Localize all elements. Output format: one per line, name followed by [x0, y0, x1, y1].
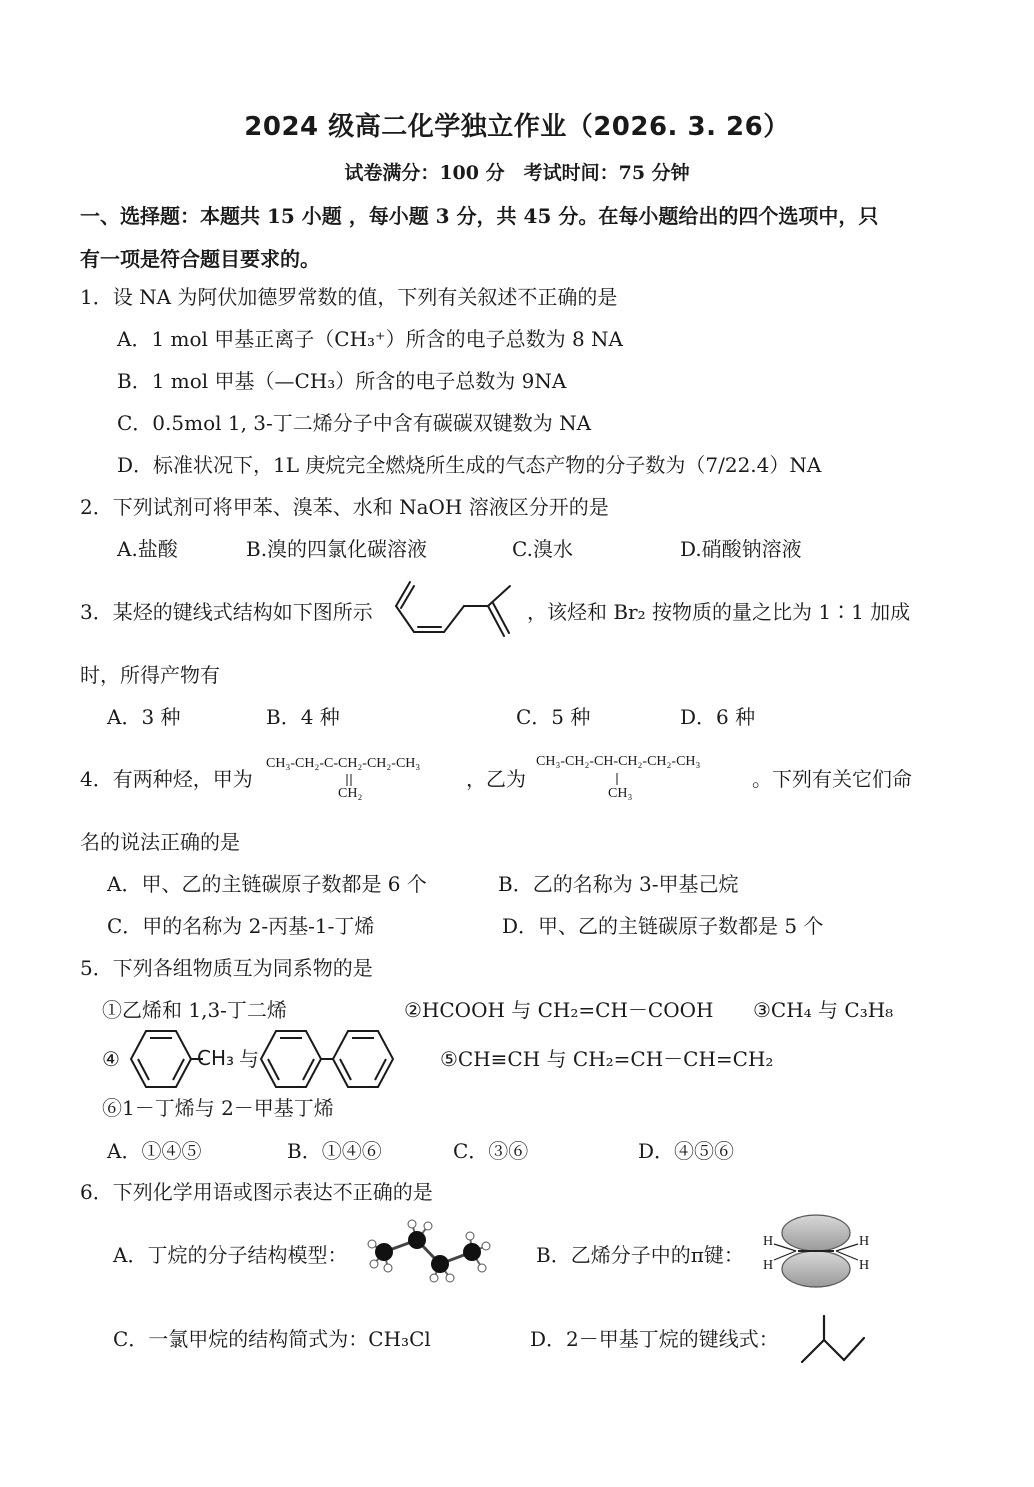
q3-option-b: B．4 种 — [266, 705, 340, 729]
q5-option-d: D．④⑤⑥ — [638, 1139, 735, 1163]
q4-option-c: C．甲的名称为 2-丙基-1-丁烯 — [107, 914, 375, 938]
pi-h-label-2: H — [763, 1258, 774, 1273]
pi-h-label-1: H — [763, 1234, 774, 1249]
q2-stem: 2．下列试剂可将甲苯、溴苯、水和 NaOH 溶液区分开的是 — [80, 495, 609, 519]
biphenyl-icon — [258, 1028, 398, 1090]
q2-option-d: D.硝酸钠溶液 — [680, 537, 802, 561]
q4-stem-b: ，乙为 — [466, 767, 526, 791]
page-title: 2024 级高二化学独立作业（2026. 3. 26） — [244, 112, 790, 142]
pi-h-label-3: H — [859, 1234, 870, 1249]
section-heading-line1: 一、选择题：本题共 15 小题 ，每小题 3 分，共 45 分。在每小题给出的四个选项中，只 — [80, 204, 879, 228]
q4-option-a: A．甲、乙的主链碳原子数都是 6 个 — [107, 872, 427, 896]
q4-stem-c: 。下列有关它们命 — [752, 767, 912, 791]
q2-option-b: B.溴的四氯化碳溶液 — [246, 537, 428, 561]
q5-item-4-number: ④ — [102, 1047, 120, 1071]
q3-option-c: C．5 种 — [516, 705, 591, 729]
q6-stem: 6．下列化学用语或图示表达不正确的是 — [80, 1180, 433, 1204]
q5-item-4-ch3: CH₃ — [197, 1046, 235, 1070]
pi-h-label-4: H — [859, 1258, 870, 1273]
q6-option-d: D．2－甲基丁烷的键线式： — [530, 1327, 779, 1351]
q3-option-a: A．3 种 — [107, 705, 181, 729]
q3-bond-line-structure — [392, 578, 522, 644]
exam-info: 试卷满分：100 分 考试时间：75 分钟 — [344, 162, 690, 184]
q6-option-a: A．丁烷的分子结构模型： — [113, 1243, 348, 1267]
q1-stem: 1．设 NA 为阿伏加德罗常数的值，下列有关叙述不正确的是 — [80, 285, 618, 309]
q5-option-a: A．①④⑤ — [107, 1139, 202, 1163]
q5-item-1: ①乙烯和 1,3-丁二烯 — [102, 998, 287, 1022]
q1-option-a: A．1 mol 甲基正离子（CH₃⁺）所含的电子总数为 8 NA — [117, 327, 623, 351]
butane-ball-stick-model — [362, 1218, 494, 1282]
q4-jia-branch: CH₂ — [338, 786, 363, 801]
q4-yi-main-chain: CH₃-CH₂-CH-CH₂-CH₂-CH₃ — [536, 754, 701, 769]
q6-option-b: B．乙烯分子中的π键： — [536, 1243, 744, 1267]
q1-option-d: D．标准状况下，1L 庚烷完全燃烧所生成的气态产物的分子数为（7/22.4）NA — [117, 453, 822, 477]
q3-stem-b: ，该烃和 Br₂ 按物质的量之比为 1∶1 加成 — [527, 600, 911, 624]
ethylene-pi-bond-diagram — [760, 1212, 872, 1290]
q4-yi-branch: CH₃ — [608, 786, 633, 801]
q5-item-6: ⑥1－丁烯与 2－甲基丁烯 — [102, 1096, 334, 1120]
q4-jia-double-bond — [344, 773, 354, 787]
q2-option-a: A.盐酸 — [117, 537, 178, 561]
q2-option-c: C.溴水 — [512, 537, 573, 561]
q3-option-d: D．6 种 — [680, 705, 756, 729]
q5-option-c: C．③⑥ — [453, 1139, 529, 1163]
q5-item-4-and: 与 — [239, 1047, 259, 1071]
q3-stem-a: 3．某烃的键线式结构如下图所示 — [80, 600, 373, 624]
q5-item-2: ②HCOOH 与 CH₂=CH－COOH — [404, 998, 714, 1022]
q5-item-5: ⑤CH≡CH 与 CH₂=CH－CH=CH₂ — [440, 1047, 774, 1071]
q4-option-b: B．乙的名称为 3-甲基己烷 — [498, 872, 739, 896]
q3-stem-c: 时，所得产物有 — [80, 663, 220, 687]
q1-option-c: C．0.5mol 1, 3-丁二烯分子中含有碳碳双键数为 NA — [117, 411, 592, 435]
q4-stem-a: 4．有两种烃，甲为 — [80, 767, 253, 791]
q6-option-c: C．一氯甲烷的结构简式为：CH₃Cl — [113, 1327, 431, 1351]
q5-item-3: ③CH₄ 与 C₃H₈ — [753, 998, 894, 1022]
q5-option-b: B．①④⑥ — [287, 1139, 382, 1163]
q4-option-d: D．甲、乙的主链碳原子数都是 5 个 — [502, 914, 824, 938]
q1-option-b: B．1 mol 甲基（—CH₃）所含的电子总数为 9NA — [117, 369, 567, 393]
toluene-ring-icon — [128, 1028, 198, 1090]
q4-stem-d: 名的说法正确的是 — [80, 830, 240, 854]
q4-yi-branch-bond — [614, 772, 620, 786]
q4-jia-main-chain: CH₃-CH₂-C-CH₂-CH₂-CH₃ — [266, 756, 421, 771]
methylbutane-skeletal-formula — [798, 1314, 868, 1366]
q5-stem: 5．下列各组物质互为同系物的是 — [80, 956, 373, 980]
section-heading-line2: 有一项是符合题目要求的。 — [80, 247, 320, 271]
